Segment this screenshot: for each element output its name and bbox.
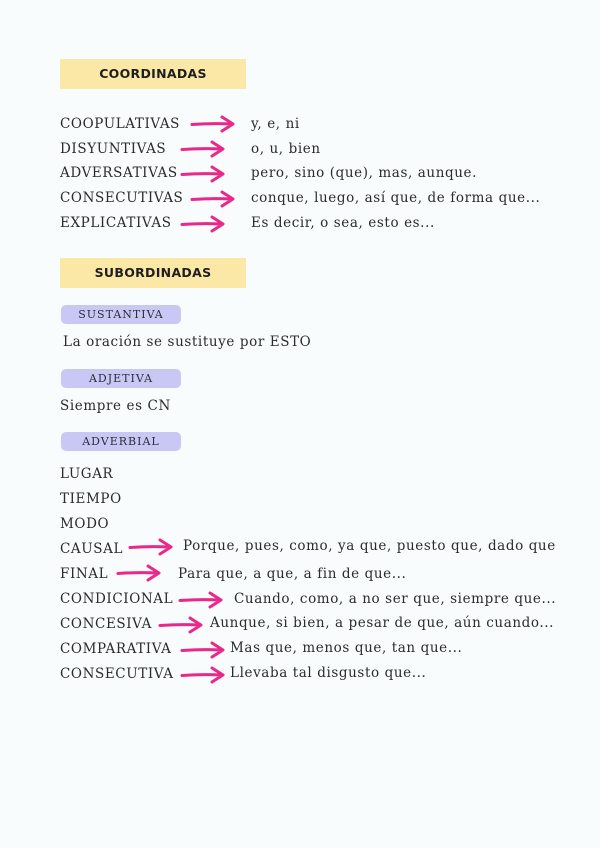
coordinada-desc-copulativas: y, e, ni [251,116,300,132]
adverbial-label-modo: MODO [60,516,110,532]
coordinada-label-consecutivas: CONSECUTIVAS [60,190,184,206]
right-arrow-icon [128,537,174,557]
coordinada-desc-adversativas: pero, sino (que), mas, aunque. [251,165,478,181]
adverbial-desc-concesiva: Aunque, si bien, a pesar de que, aún cuando... [210,615,555,631]
coordinada-desc-disyuntivas: o, u, bien [251,141,321,157]
right-arrow-icon [180,139,226,159]
adverbial-label-condicional: CONDICIONAL [60,591,174,607]
right-arrow-icon [116,563,162,583]
adverbial-label-lugar: LUGAR [60,466,114,482]
right-arrow-icon [180,164,226,184]
coordinada-label-disyuntivas: DISYUNTIVAS [60,141,167,157]
adverbial-label-comparativa: COMPARATIVA [60,641,172,657]
adverbial-desc-condicional: Cuando, como, a no ser que, siempre que... [234,591,557,607]
coordinada-desc-consecutivas: conque, luego, así que, de forma que... [251,190,541,206]
adverbial-label-final: FINAL [60,566,109,582]
right-arrow-icon [190,189,236,209]
adverbial-desc-final: Para que, a que, a fin de que... [178,566,407,582]
adverbial-tag: ADVERBIAL [61,432,181,451]
adjetiva-tag: ADJETIVA [61,369,181,388]
right-arrow-icon [190,114,236,134]
sustantiva-tag: SUSTANTIVA [61,305,181,324]
adverbial-desc-comparativa: Mas que, menos que, tan que... [230,640,463,656]
coordinada-label-copulativas: COOPULATIVAS [60,116,181,132]
right-arrow-icon [180,665,226,685]
subordinadas-heading: SUBORDINADAS [60,258,246,288]
right-arrow-icon [158,615,204,635]
adverbial-label-consecutiva: CONSECUTIVA [60,666,174,682]
coordinada-desc-explicativas: Es decir, o sea, esto es... [251,215,435,231]
adverbial-label-tiempo: TIEMPO [60,491,122,507]
adverbial-desc-consecutiva: Llevaba tal disgusto que... [230,665,427,681]
coordinada-label-explicativas: EXPLICATIVAS [60,215,172,231]
adverbial-label-concesiva: CONCESIVA [60,616,152,632]
right-arrow-icon [180,214,226,234]
adverbial-label-causal: CAUSAL [60,541,124,557]
coordinadas-heading: COORDINADAS [60,59,246,89]
sustantiva-text: La oración se sustituye por ESTO [63,334,312,350]
adverbial-desc-causal: Porque, pues, como, ya que, puesto que, dado que [183,538,556,554]
right-arrow-icon [178,590,224,610]
coordinada-label-adversativas: ADVERSATIVAS [60,165,178,181]
right-arrow-icon [180,640,226,660]
adjetiva-text: Siempre es CN [60,398,171,414]
